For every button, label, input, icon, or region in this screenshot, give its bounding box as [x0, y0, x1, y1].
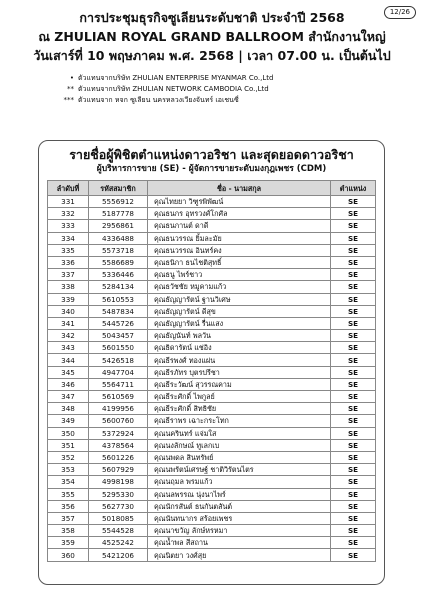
note-item	[58, 95, 424, 106]
cell-number: 355	[48, 488, 89, 500]
table-body	[48, 196, 376, 562]
cell-name: คุณธิดารัตน์ แช่อิง	[148, 342, 331, 354]
cell-name: คุณธีรภัทร บุตรปรีชา	[148, 366, 331, 378]
cell-name: คุณธัญนันท์ พลวัน	[148, 330, 331, 342]
cell-position: SE	[331, 512, 376, 524]
cell-member-code: 5284134	[89, 281, 148, 293]
cell-member-code: 5372924	[89, 427, 148, 439]
winners-table	[47, 180, 376, 562]
cell-name: คุณนาขวัญ ลักษ์หรหมา	[148, 525, 331, 537]
table-row	[48, 512, 376, 524]
cell-number: 342	[48, 330, 89, 342]
cell-member-code: 4199956	[89, 403, 148, 415]
table-row	[48, 427, 376, 439]
cell-member-code: 5426518	[89, 354, 148, 366]
cell-member-code: 5600760	[89, 415, 148, 427]
card-title: รายชื่อผู้พิชิตตำแหน่งดาวอริชา และสุดยอดดาวอริชา	[69, 147, 354, 162]
cell-position: SE	[331, 354, 376, 366]
cell-name: คุณนฤมล พรมแก้ว	[148, 476, 331, 488]
header-member-code: รหัสสมาชิก	[89, 181, 148, 196]
cell-name: คุณนันทนากร สร้อยเพชร	[148, 512, 331, 524]
cell-member-code: 5607929	[89, 464, 148, 476]
table-row	[48, 330, 376, 342]
cell-name: คุณธัญญารัตน์ ดีสุข	[148, 305, 331, 317]
cell-position: SE	[331, 403, 376, 415]
table-row	[48, 244, 376, 256]
table-row	[48, 537, 376, 549]
cell-position: SE	[331, 269, 376, 281]
cell-member-code: 4378564	[89, 439, 148, 451]
table-row	[48, 342, 376, 354]
cell-number: 360	[48, 549, 89, 561]
note-mark: •	[69, 74, 74, 82]
table-row	[48, 196, 376, 208]
cell-member-code: 5573718	[89, 244, 148, 256]
cell-position: SE	[331, 366, 376, 378]
cell-position: SE	[331, 476, 376, 488]
header-number: ลำดับที่	[48, 181, 89, 196]
cell-number: 358	[48, 525, 89, 537]
cell-name: คุณนพดล สินทรัพย์	[148, 451, 331, 463]
cell-position: SE	[331, 549, 376, 561]
cell-name: คุณนักรสันต์ ธนกันตสันต์	[148, 500, 331, 512]
cell-number: 336	[48, 256, 89, 268]
cell-number: 353	[48, 464, 89, 476]
cell-name: คุณน้ำพล สีสถาน	[148, 537, 331, 549]
cell-member-code: 4947704	[89, 366, 148, 378]
cell-number: 337	[48, 269, 89, 281]
cell-position: SE	[331, 330, 376, 342]
cell-member-code: 5336446	[89, 269, 148, 281]
cell-position: SE	[331, 464, 376, 476]
table-row	[48, 549, 376, 561]
cell-position: SE	[331, 415, 376, 427]
cell-member-code: 5445726	[89, 317, 148, 329]
cell-number: 346	[48, 378, 89, 390]
cell-number: 341	[48, 317, 89, 329]
cell-position: SE	[331, 208, 376, 220]
cell-member-code: 5601550	[89, 342, 148, 354]
cell-member-code: 5018085	[89, 512, 148, 524]
cell-name: คุณธีระศักดิ์ ไพกูลย์	[148, 391, 331, 403]
table-header-row	[48, 181, 376, 196]
cell-name: คุณธีระวัฒน์ สุวรรณคาม	[148, 378, 331, 390]
cell-number: 348	[48, 403, 89, 415]
note-text: ตัวแทนจากบริษัท ZHULIAN NETWORK CAMBODIA Co.,Ltd	[78, 85, 269, 93]
cell-position: SE	[331, 256, 376, 268]
cell-name: คุณธนกานต์ ดาดี	[148, 220, 331, 232]
title-line-2: ณ ZHULIAN ROYAL GRAND BALLROOM สำนักงานใหญ่	[38, 29, 386, 44]
note-mark: **	[67, 85, 74, 93]
cell-member-code: 5295330	[89, 488, 148, 500]
table-row	[48, 354, 376, 366]
table-row	[48, 366, 376, 378]
cell-name: คุณธนวรรณ ยิ้มละมัย	[148, 232, 331, 244]
cell-number: 338	[48, 281, 89, 293]
cell-position: SE	[331, 244, 376, 256]
cell-position: SE	[331, 451, 376, 463]
cell-number: 335	[48, 244, 89, 256]
cell-number: 340	[48, 305, 89, 317]
cell-member-code: 4998198	[89, 476, 148, 488]
table-row	[48, 415, 376, 427]
notes	[58, 73, 424, 106]
cell-name: คุณธีราพร เฉาะกระโทก	[148, 415, 331, 427]
cell-number: 343	[48, 342, 89, 354]
table-row	[48, 220, 376, 232]
cell-position: SE	[331, 537, 376, 549]
cell-name: คุณธนวรรณ อินทร์คง	[148, 244, 331, 256]
table-row	[48, 256, 376, 268]
cell-number: 333	[48, 220, 89, 232]
cell-position: SE	[331, 378, 376, 390]
table-row	[48, 476, 376, 488]
table-row	[48, 488, 376, 500]
note-item	[58, 73, 424, 84]
table-row	[48, 500, 376, 512]
table-row	[48, 451, 376, 463]
cell-name: คุณธัญญารัตน์ ฐานวิเศษ	[148, 293, 331, 305]
table-row	[48, 403, 376, 415]
cell-name: คุณธวัชชัย หมูคามแก้ว	[148, 281, 331, 293]
note-text: ตัวแทนจาก หจก ซูเลียน นครหลวงเวียงจันทร์ เอเชนซี่	[78, 96, 239, 104]
table-row	[48, 269, 376, 281]
note-item	[58, 84, 424, 95]
cell-position: SE	[331, 391, 376, 403]
table-row	[48, 464, 376, 476]
cell-name: คุณธีรพงศ์ ทองแผ่น	[148, 354, 331, 366]
cell-name: คุณนงลักษณ์ ทูเลกเบ	[148, 439, 331, 451]
cell-name: คุณธนิกา ธนไชติสุทธิ์	[148, 256, 331, 268]
cell-member-code: 5564711	[89, 378, 148, 390]
cell-number: 339	[48, 293, 89, 305]
cell-position: SE	[331, 305, 376, 317]
cell-name: คุณธัญญารัตน์ รื่นแสง	[148, 317, 331, 329]
cell-name: คุณนพรัตน์เศรษฐ์ ชาติวิรัตนไตร	[148, 464, 331, 476]
cell-position: SE	[331, 342, 376, 354]
cell-member-code: 5610569	[89, 391, 148, 403]
table-row	[48, 378, 376, 390]
cell-position: SE	[331, 220, 376, 232]
table-row	[48, 293, 376, 305]
table-row	[48, 281, 376, 293]
cell-name: คุณธีระศักดิ์ สิทธิชัย	[148, 403, 331, 415]
cell-number: 350	[48, 427, 89, 439]
header	[0, 0, 424, 65]
header-position: ตำแหน่ง	[331, 181, 376, 196]
cell-member-code: 4336488	[89, 232, 148, 244]
cell-position: SE	[331, 317, 376, 329]
note-text: ตัวแทนจากบริษัท ZHULIAN ENTERPRISE MYANMAR Co.,Ltd	[78, 74, 274, 82]
cell-number: 352	[48, 451, 89, 463]
cell-number: 347	[48, 391, 89, 403]
cell-number: 344	[48, 354, 89, 366]
cell-position: SE	[331, 232, 376, 244]
cell-member-code: 5610553	[89, 293, 148, 305]
winners-card	[38, 140, 385, 585]
cell-member-code: 4525242	[89, 537, 148, 549]
cell-name: คุณนครินทร์ แจ่มใส	[148, 427, 331, 439]
cell-name: คุณนลพรรณ นุ่งนาไพร์	[148, 488, 331, 500]
cell-position: SE	[331, 488, 376, 500]
cell-position: SE	[331, 439, 376, 451]
cell-name: คุณไทยยา วิฑูรพิพัฒน์	[148, 196, 331, 208]
cell-position: SE	[331, 293, 376, 305]
cell-member-code: 5556912	[89, 196, 148, 208]
cell-position: SE	[331, 196, 376, 208]
table-row	[48, 232, 376, 244]
cell-number: 331	[48, 196, 89, 208]
cell-member-code: 5601226	[89, 451, 148, 463]
cell-number: 354	[48, 476, 89, 488]
note-mark: ***	[63, 96, 74, 104]
table-row	[48, 208, 376, 220]
card-subtitle: ผู้บริหารการขาย (SE) - ผู้จัดการขายระดับมงกุฎเพชร (CDM)	[96, 164, 327, 174]
cell-position: SE	[331, 427, 376, 439]
cell-name: คุณนิตยา วงศ์สุย	[148, 549, 331, 561]
table-row	[48, 391, 376, 403]
cell-member-code: 2956861	[89, 220, 148, 232]
cell-member-code: 5187778	[89, 208, 148, 220]
cell-number: 357	[48, 512, 89, 524]
cell-number: 351	[48, 439, 89, 451]
table-row	[48, 439, 376, 451]
cell-name: คุณธนกร อุทรวงศ์โกศัล	[148, 208, 331, 220]
cell-position: SE	[331, 525, 376, 537]
cell-name: คุณธนู ไพร์ชาว	[148, 269, 331, 281]
cell-number: 349	[48, 415, 89, 427]
table-row	[48, 317, 376, 329]
title-line-3: วันเสาร์ที่ 10 พฤษภาคม พ.ศ. 2568 | เวลา 07.00 น. เป็นต้นไป	[33, 48, 391, 63]
header-name: ชื่อ - นามสกุล	[148, 181, 331, 196]
cell-number: 334	[48, 232, 89, 244]
cell-member-code: 5627730	[89, 500, 148, 512]
cell-number: 345	[48, 366, 89, 378]
cell-number: 332	[48, 208, 89, 220]
title-line-1: การประชุมธุรกิจซูเลียนระดับชาติ ประจำปี 2568	[79, 10, 345, 25]
cell-number: 356	[48, 500, 89, 512]
cell-member-code: 5487834	[89, 305, 148, 317]
cell-position: SE	[331, 500, 376, 512]
cell-member-code: 5043457	[89, 330, 148, 342]
cell-position: SE	[331, 281, 376, 293]
cell-member-code: 5544528	[89, 525, 148, 537]
table-row	[48, 305, 376, 317]
cell-member-code: 5586689	[89, 256, 148, 268]
cell-number: 359	[48, 537, 89, 549]
page-badge: 12/26	[384, 6, 416, 19]
cell-member-code: 5421206	[89, 549, 148, 561]
table-row	[48, 525, 376, 537]
